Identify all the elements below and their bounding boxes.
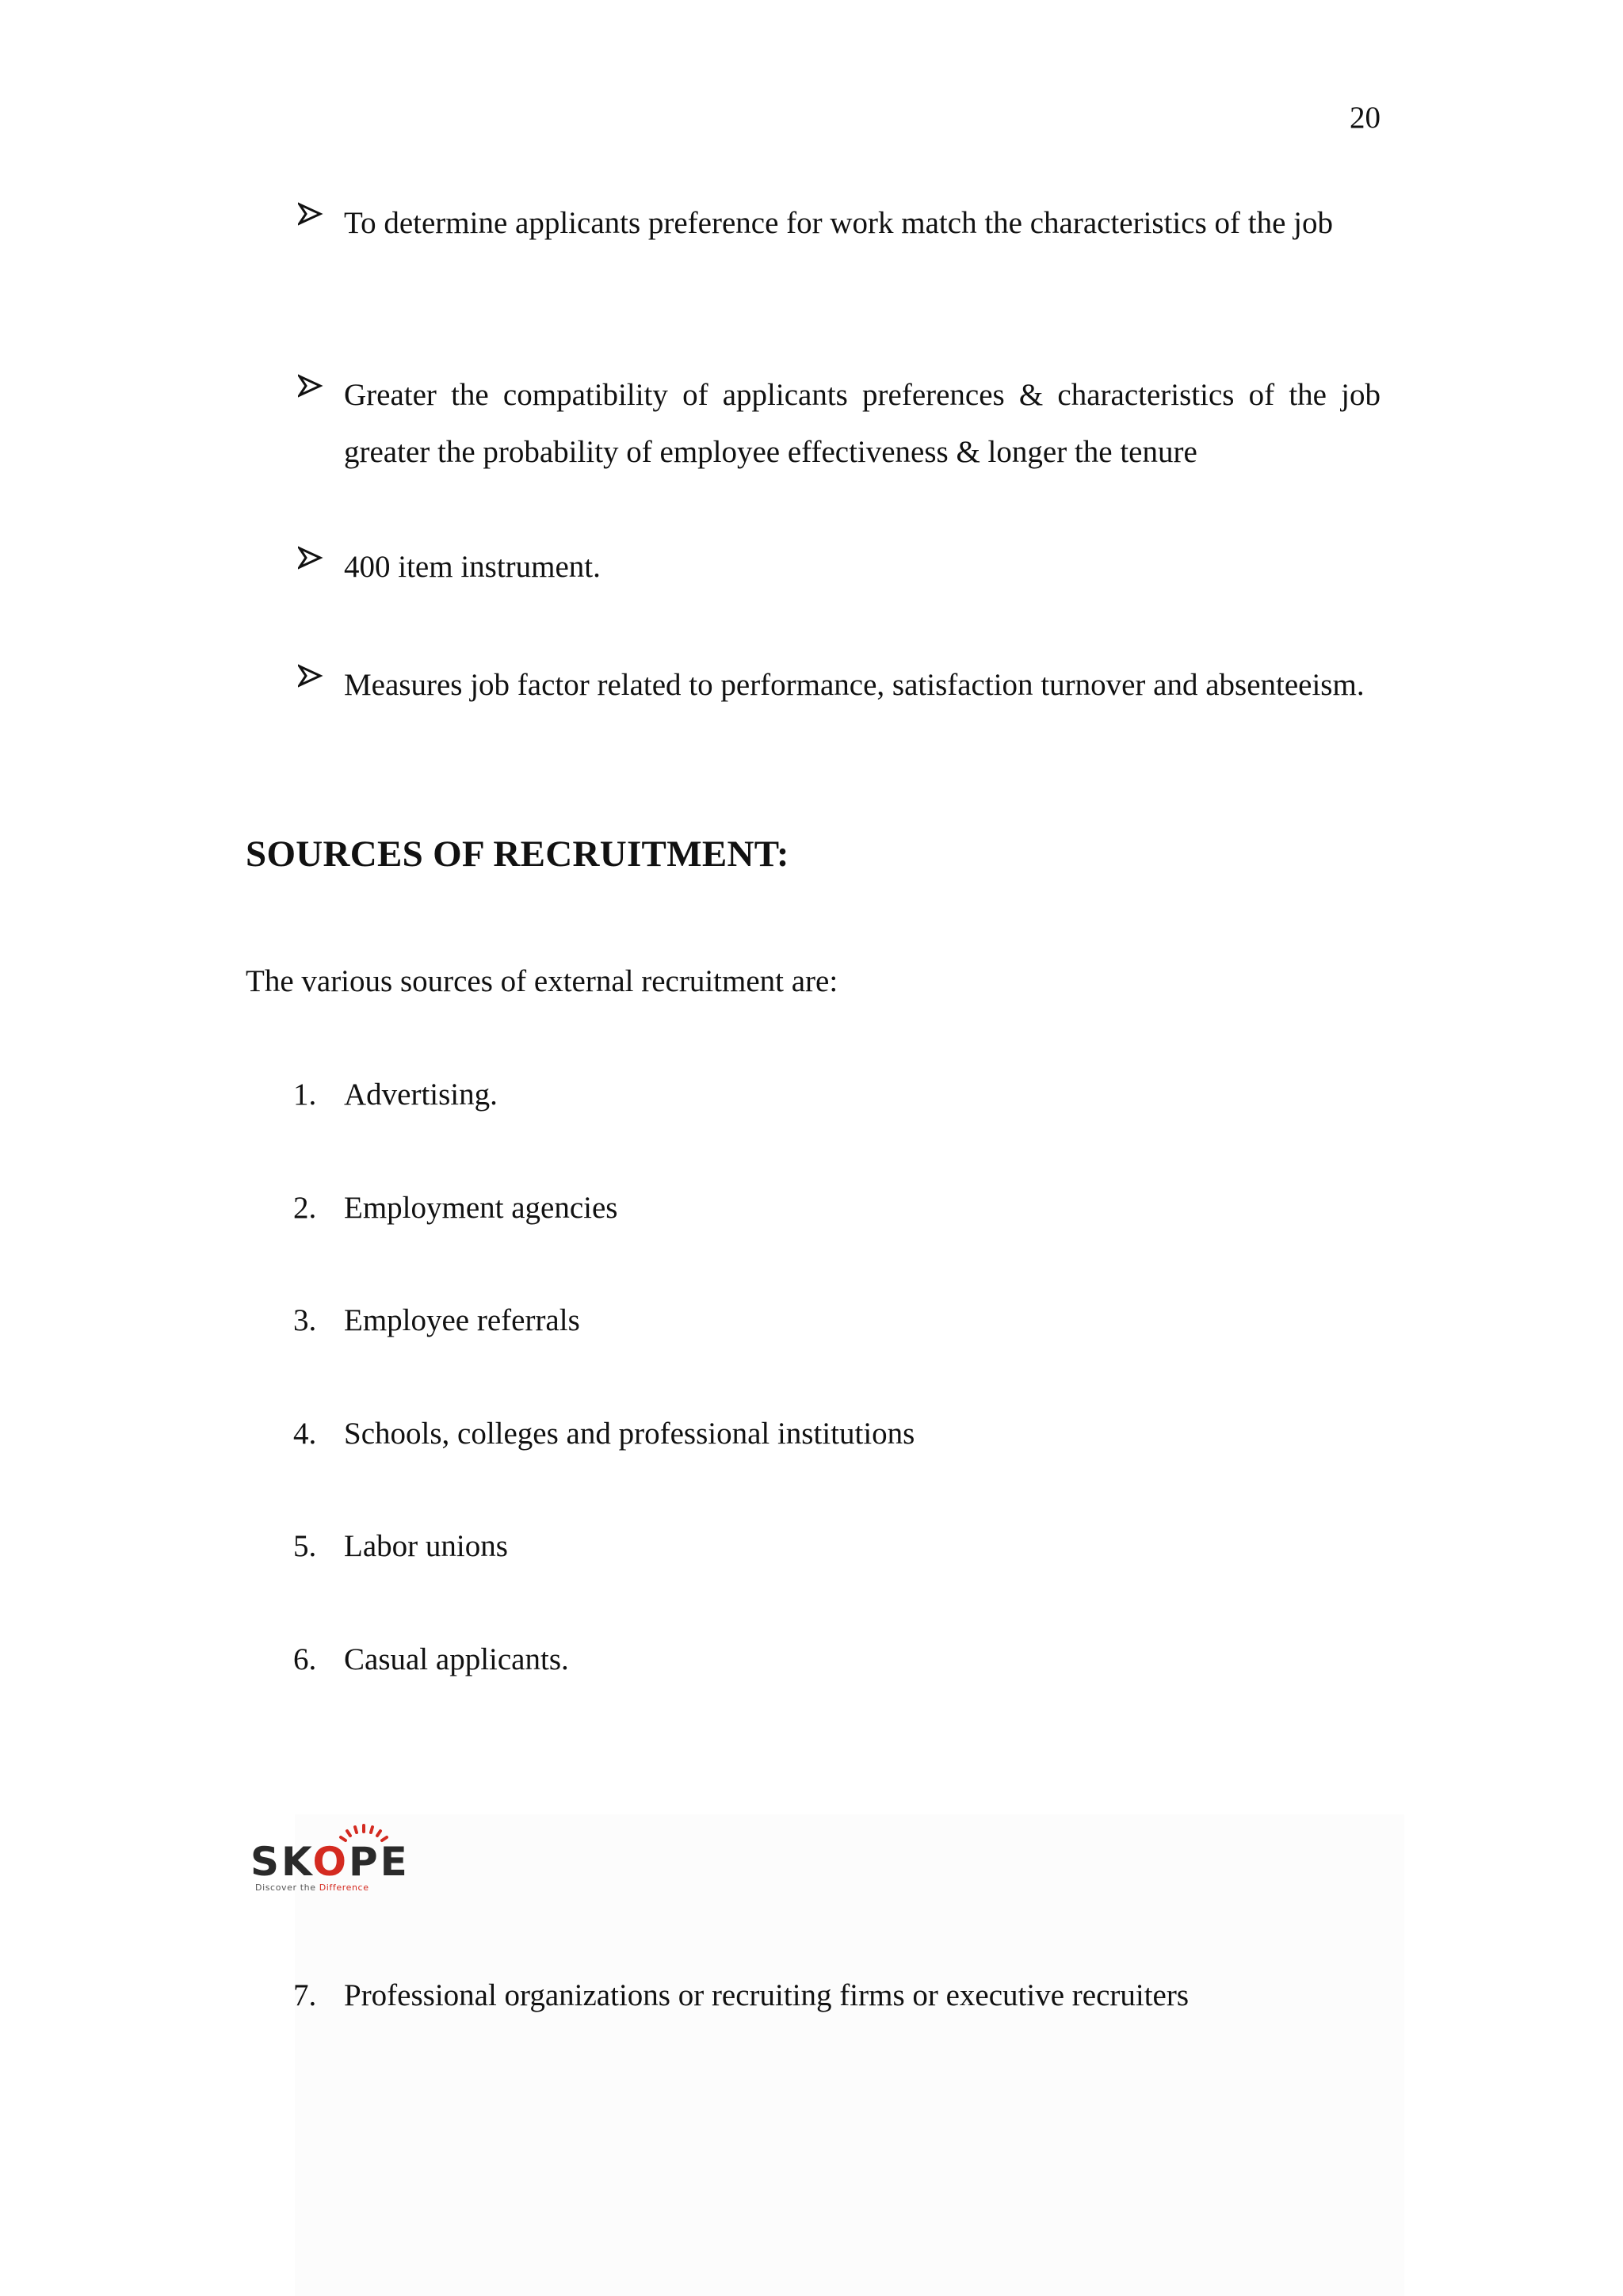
list-number: 6. xyxy=(293,1642,317,1676)
arrow-bullet-icon xyxy=(298,370,323,402)
list-item xyxy=(293,1416,915,1452)
arrow-bullet-icon xyxy=(298,198,323,230)
list-item xyxy=(293,1528,508,1565)
logo-wordmark: SKOPE xyxy=(250,1839,410,1885)
list-item xyxy=(293,1077,498,1113)
bullet-item xyxy=(298,539,1381,596)
bullet-text: Measures job factor related to performance, satisfaction turnover and absenteeism. xyxy=(344,668,1365,702)
list-number: 1. xyxy=(293,1077,317,1112)
bullet-text: To determine applicants preference for work match the characteristics of the job xyxy=(344,206,1333,240)
list-text: Employee referrals xyxy=(344,1303,580,1337)
section-heading: SOURCES OF RECRUITMENT: xyxy=(246,833,789,875)
list-item xyxy=(293,1642,569,1678)
bullet-item xyxy=(298,367,1381,481)
skope-logo xyxy=(250,1822,449,1901)
list-text: Schools, colleges and professional institutions xyxy=(344,1417,915,1451)
list-number: 7. xyxy=(293,1978,317,2012)
list-text: Advertising. xyxy=(344,1077,498,1112)
list-item xyxy=(293,1190,617,1226)
list-number: 4. xyxy=(293,1417,317,1451)
list-item xyxy=(293,1302,580,1339)
intro-text: The various sources of external recruitment are: xyxy=(246,964,838,998)
list-text: Casual applicants. xyxy=(344,1642,569,1676)
bullet-text: 400 item instrument. xyxy=(344,550,601,584)
list-number: 2. xyxy=(293,1191,317,1225)
list-number: 3. xyxy=(293,1303,317,1337)
watermark-background xyxy=(295,1814,1404,2296)
page-number: 20 xyxy=(1350,101,1381,135)
list-text: Employment agencies xyxy=(344,1191,618,1225)
bullet-text: Greater the compatibility of applicants preferences & characteristics of the job greater the probability of employee effectiveness & longer the tenure xyxy=(344,378,1381,469)
list-number: 5. xyxy=(293,1529,317,1563)
logo-tagline: Discover the Difference xyxy=(255,1882,369,1893)
arrow-bullet-icon xyxy=(298,542,323,574)
list-text: Professional organizations or recruiting firms or executive recruiters xyxy=(344,1978,1190,2012)
list-text: Labor unions xyxy=(344,1529,508,1563)
bullet-item xyxy=(298,657,1381,714)
list-item xyxy=(293,1978,1189,2014)
bullet-item xyxy=(298,195,1381,252)
arrow-bullet-icon xyxy=(298,660,323,692)
